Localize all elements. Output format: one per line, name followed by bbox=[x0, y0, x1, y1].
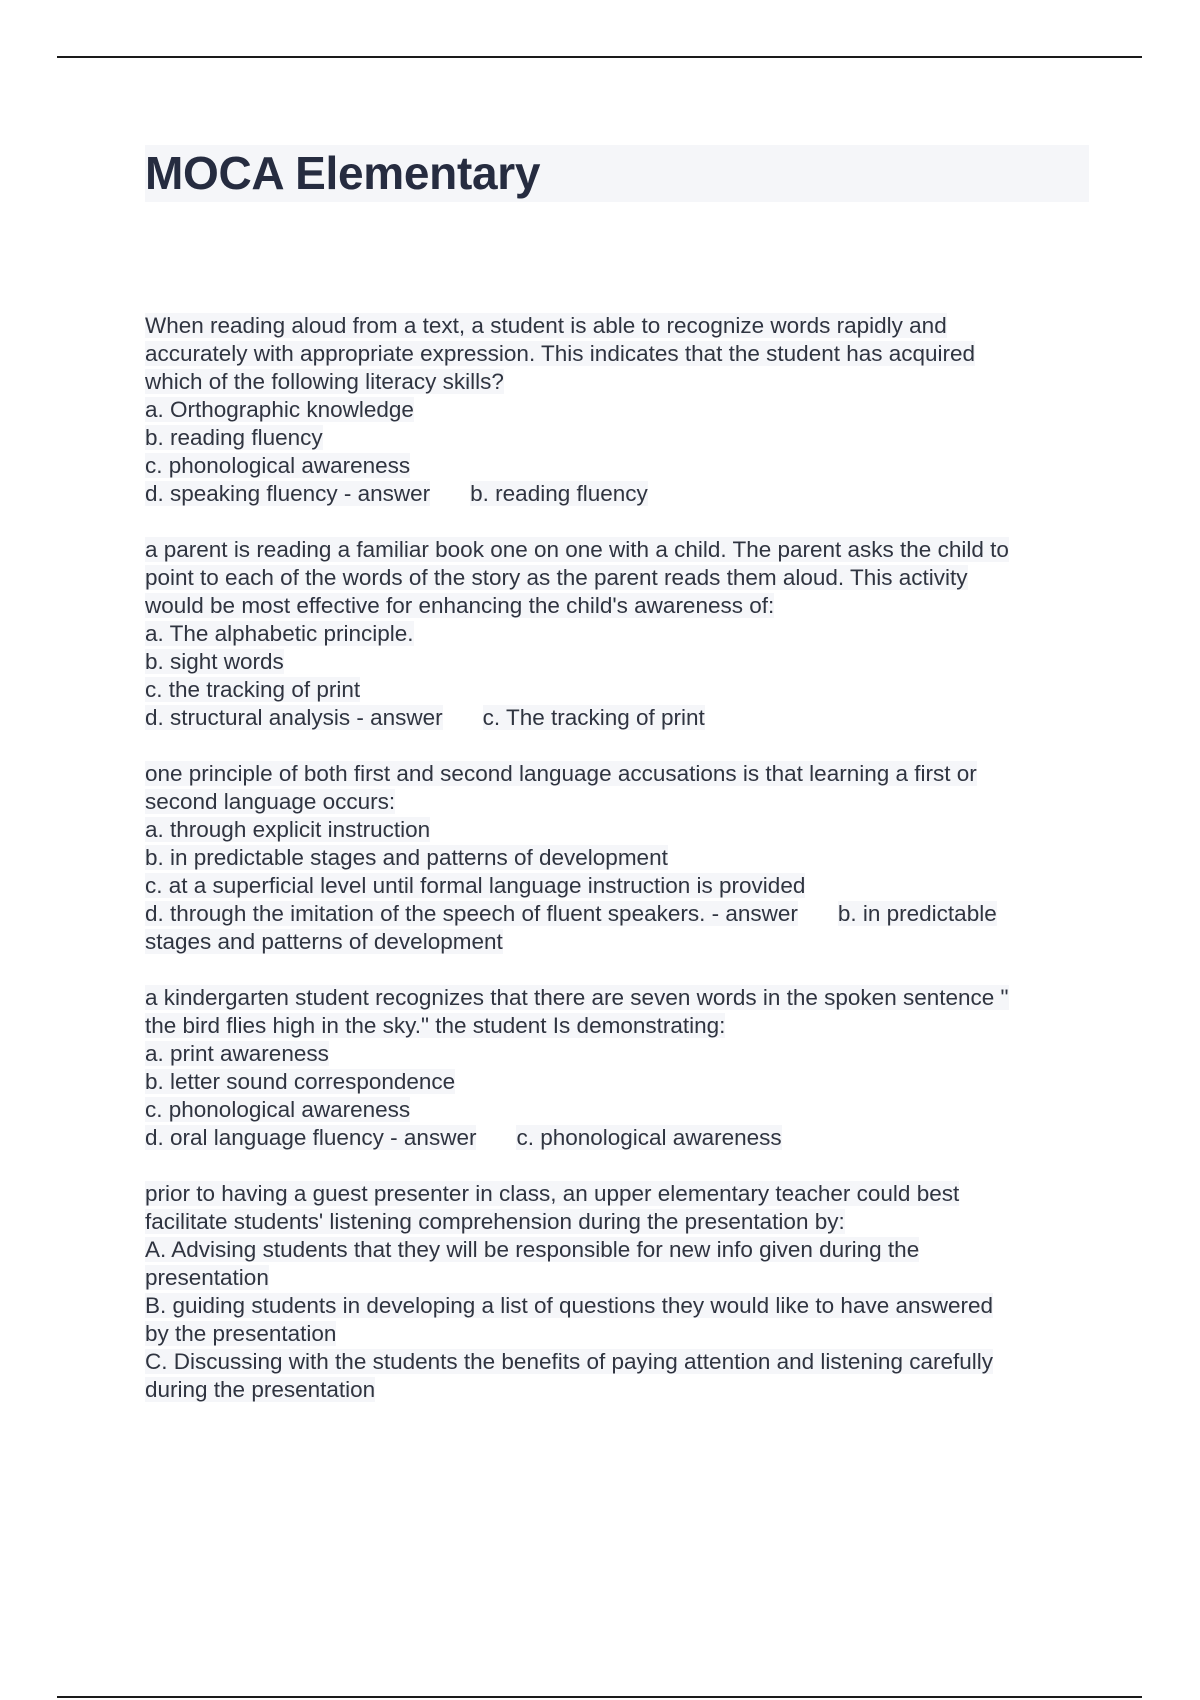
correct-answer: b. reading fluency bbox=[470, 481, 648, 506]
question-block bbox=[145, 984, 1085, 1152]
bottom-rule bbox=[57, 1696, 1142, 1698]
answer-option: C. Discussing with the students the benefits of paying attention and listening carefully bbox=[145, 1349, 993, 1374]
question-block bbox=[145, 536, 1085, 732]
answer-option: by the presentation bbox=[145, 1321, 337, 1346]
document-body bbox=[145, 312, 1085, 1432]
correct-answer-continued: stages and patterns of development bbox=[145, 929, 503, 954]
question-line: point to each of the words of the story as the parent reads them aloud. This activity bbox=[145, 565, 968, 590]
question-line: a kindergarten student recognizes that there are seven words in the spoken sentence " bbox=[145, 985, 1009, 1010]
question-line: would be most effective for enhancing the child's awareness of: bbox=[145, 593, 775, 618]
correct-answer: c. The tracking of print bbox=[482, 705, 705, 730]
answer-option: b. in predictable stages and patterns of development bbox=[145, 845, 668, 870]
answer-option: presentation bbox=[145, 1265, 269, 1290]
answer-option: c. at a superficial level until formal language instruction is provided bbox=[145, 873, 806, 898]
answer-option: b. letter sound correspondence bbox=[145, 1069, 456, 1094]
answer-option: d. speaking fluency - answer bbox=[145, 481, 431, 506]
answer-option: c. the tracking of print bbox=[145, 677, 361, 702]
answer-option: b. reading fluency bbox=[145, 425, 323, 450]
question-block bbox=[145, 760, 1085, 956]
question-block bbox=[145, 1180, 1085, 1404]
question-line: When reading aloud from a text, a student is able to recognize words rapidly and bbox=[145, 313, 947, 338]
answer-option: c. phonological awareness bbox=[145, 1097, 411, 1122]
answer-option: B. guiding students in developing a list of questions they would like to have answered bbox=[145, 1293, 994, 1318]
answer-option: d. through the imitation of the speech of fluent speakers. - answer bbox=[145, 901, 798, 926]
answer-option: A. Advising students that they will be responsible for new info given during the bbox=[145, 1237, 920, 1262]
document-title: MOCA Elementary bbox=[145, 147, 541, 199]
question-block bbox=[145, 312, 1085, 508]
question-line: accurately with appropriate expression. This indicates that the student has acquired bbox=[145, 341, 976, 366]
question-line: which of the following literacy skills? bbox=[145, 369, 504, 394]
answer-option: d. oral language fluency - answer bbox=[145, 1125, 477, 1150]
question-line: a parent is reading a familiar book one on one with a child. The parent asks the child to bbox=[145, 537, 1009, 562]
question-line: the bird flies high in the sky." the student Is demonstrating: bbox=[145, 1013, 726, 1038]
answer-option: a. Orthographic knowledge bbox=[145, 397, 414, 422]
question-line: prior to having a guest presenter in class, an upper elementary teacher could best bbox=[145, 1181, 960, 1206]
answer-option: a. through explicit instruction bbox=[145, 817, 431, 842]
answer-option: b. sight words bbox=[145, 649, 284, 674]
answer-option: d. structural analysis - answer bbox=[145, 705, 443, 730]
question-line: facilitate students' listening comprehension during the presentation by: bbox=[145, 1209, 845, 1234]
answer-option: c. phonological awareness bbox=[145, 453, 411, 478]
answer-option: a. print awareness bbox=[145, 1041, 329, 1066]
correct-answer: b. in predictable bbox=[837, 901, 997, 926]
question-line: second language occurs: bbox=[145, 789, 396, 814]
question-line: one principle of both first and second language accusations is that learning a first or bbox=[145, 761, 977, 786]
answer-option: during the presentation bbox=[145, 1377, 376, 1402]
correct-answer: c. phonological awareness bbox=[516, 1125, 782, 1150]
top-rule bbox=[57, 56, 1142, 58]
answer-option: a. The alphabetic principle. bbox=[145, 621, 414, 646]
